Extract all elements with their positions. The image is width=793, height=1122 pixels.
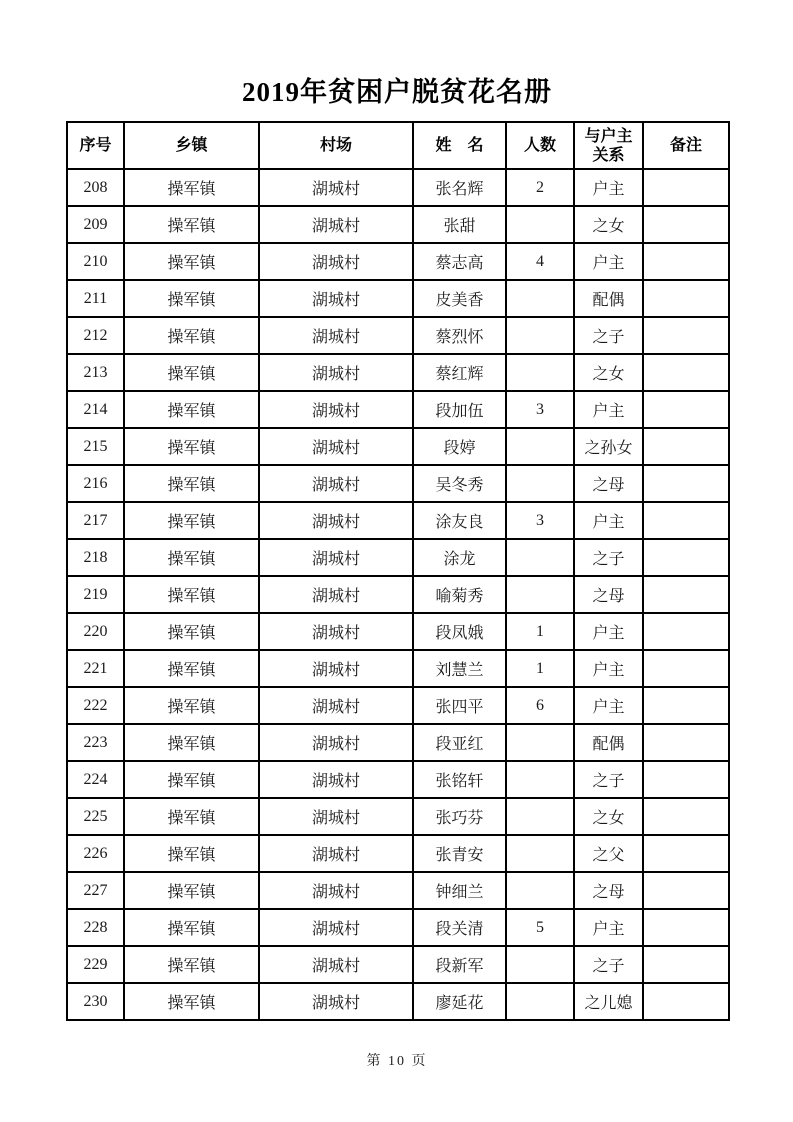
- cell-town: 操军镇: [124, 354, 259, 391]
- table-row: [67, 243, 729, 280]
- cell-town: 操军镇: [124, 391, 259, 428]
- cell-town: 操军镇: [124, 761, 259, 798]
- table-header-row: [67, 122, 729, 169]
- cell-relation: 户主: [574, 650, 643, 687]
- column-header-relation: 与户主 关系: [574, 122, 643, 169]
- cell-index: 216: [67, 465, 124, 502]
- cell-count: [506, 539, 574, 576]
- cell-relation: 之子: [574, 946, 643, 983]
- cell-remark: [643, 206, 729, 243]
- cell-town: 操军镇: [124, 983, 259, 1020]
- cell-relation: 之女: [574, 798, 643, 835]
- cell-village: 湖城村: [259, 613, 413, 650]
- cell-index: 220: [67, 613, 124, 650]
- cell-index: 230: [67, 983, 124, 1020]
- column-header-town: 乡镇: [124, 122, 259, 169]
- cell-remark: [643, 317, 729, 354]
- table-row: [67, 206, 729, 243]
- cell-remark: [643, 650, 729, 687]
- table-row: [67, 650, 729, 687]
- cell-remark: [643, 391, 729, 428]
- cell-village: 湖城村: [259, 576, 413, 613]
- cell-town: 操军镇: [124, 428, 259, 465]
- cell-town: 操军镇: [124, 724, 259, 761]
- cell-index: 219: [67, 576, 124, 613]
- cell-count: 6: [506, 687, 574, 724]
- cell-relation: 户主: [574, 169, 643, 206]
- roster-table: [66, 121, 730, 1021]
- table-body: [67, 169, 729, 1020]
- cell-town: 操军镇: [124, 280, 259, 317]
- cell-count: [506, 428, 574, 465]
- cell-town: 操军镇: [124, 576, 259, 613]
- cell-remark: [643, 761, 729, 798]
- cell-count: [506, 465, 574, 502]
- cell-relation: 户主: [574, 391, 643, 428]
- cell-name: 段婷: [413, 428, 506, 465]
- cell-index: 208: [67, 169, 124, 206]
- cell-index: 215: [67, 428, 124, 465]
- cell-index: 213: [67, 354, 124, 391]
- cell-count: 2: [506, 169, 574, 206]
- cell-village: 湖城村: [259, 502, 413, 539]
- cell-index: 218: [67, 539, 124, 576]
- cell-index: 210: [67, 243, 124, 280]
- cell-town: 操军镇: [124, 909, 259, 946]
- cell-remark: [643, 169, 729, 206]
- cell-index: 224: [67, 761, 124, 798]
- cell-name: 刘慧兰: [413, 650, 506, 687]
- cell-index: 229: [67, 946, 124, 983]
- cell-village: 湖城村: [259, 243, 413, 280]
- cell-count: 1: [506, 650, 574, 687]
- page-number: 第 10 页: [366, 1054, 428, 1069]
- table-row: [67, 909, 729, 946]
- cell-relation: 配偶: [574, 280, 643, 317]
- cell-village: 湖城村: [259, 354, 413, 391]
- cell-count: [506, 983, 574, 1020]
- cell-village: 湖城村: [259, 391, 413, 428]
- cell-count: 4: [506, 243, 574, 280]
- table-row: [67, 391, 729, 428]
- cell-remark: [643, 798, 729, 835]
- table-row: [67, 835, 729, 872]
- cell-index: 221: [67, 650, 124, 687]
- cell-town: 操军镇: [124, 539, 259, 576]
- cell-name: 蔡红辉: [413, 354, 506, 391]
- cell-town: 操军镇: [124, 502, 259, 539]
- cell-count: [506, 724, 574, 761]
- cell-name: 张名辉: [413, 169, 506, 206]
- cell-remark: [643, 502, 729, 539]
- cell-relation: 之女: [574, 354, 643, 391]
- cell-relation: 之孙女: [574, 428, 643, 465]
- table-row: [67, 613, 729, 650]
- cell-remark: [643, 724, 729, 761]
- cell-village: 湖城村: [259, 428, 413, 465]
- cell-relation: 之母: [574, 576, 643, 613]
- column-header-village: 村场: [259, 122, 413, 169]
- cell-remark: [643, 576, 729, 613]
- cell-village: 湖城村: [259, 835, 413, 872]
- cell-remark: [643, 280, 729, 317]
- cell-count: [506, 317, 574, 354]
- cell-count: [506, 872, 574, 909]
- cell-count: 1: [506, 613, 574, 650]
- cell-index: 214: [67, 391, 124, 428]
- cell-remark: [643, 687, 729, 724]
- cell-name: 段新军: [413, 946, 506, 983]
- column-header-remark: 备注: [643, 122, 729, 169]
- cell-count: [506, 280, 574, 317]
- cell-village: 湖城村: [259, 169, 413, 206]
- cell-name: 吴冬秀: [413, 465, 506, 502]
- cell-relation: 之儿媳: [574, 983, 643, 1020]
- cell-remark: [643, 983, 729, 1020]
- table-row: [67, 169, 729, 206]
- cell-index: 223: [67, 724, 124, 761]
- cell-count: [506, 798, 574, 835]
- cell-remark: [643, 872, 729, 909]
- table-row: [67, 280, 729, 317]
- cell-remark: [643, 465, 729, 502]
- cell-village: 湖城村: [259, 798, 413, 835]
- cell-name: 喻菊秀: [413, 576, 506, 613]
- cell-name: 廖延花: [413, 983, 506, 1020]
- cell-index: 222: [67, 687, 124, 724]
- cell-name: 张巧芬: [413, 798, 506, 835]
- cell-relation: 之子: [574, 761, 643, 798]
- cell-count: 5: [506, 909, 574, 946]
- column-header-index: 序号: [67, 122, 124, 169]
- cell-name: 蔡烈怀: [413, 317, 506, 354]
- cell-town: 操军镇: [124, 613, 259, 650]
- cell-village: 湖城村: [259, 872, 413, 909]
- cell-relation: 之母: [574, 465, 643, 502]
- cell-remark: [643, 613, 729, 650]
- cell-village: 湖城村: [259, 983, 413, 1020]
- cell-count: 3: [506, 502, 574, 539]
- cell-name: 段关清: [413, 909, 506, 946]
- cell-name: 段加伍: [413, 391, 506, 428]
- cell-town: 操军镇: [124, 650, 259, 687]
- cell-relation: 户主: [574, 687, 643, 724]
- cell-town: 操军镇: [124, 317, 259, 354]
- cell-relation: 之母: [574, 872, 643, 909]
- cell-index: 225: [67, 798, 124, 835]
- table-row: [67, 354, 729, 391]
- cell-index: 226: [67, 835, 124, 872]
- cell-village: 湖城村: [259, 650, 413, 687]
- cell-relation: 配偶: [574, 724, 643, 761]
- cell-count: [506, 576, 574, 613]
- cell-remark: [643, 909, 729, 946]
- cell-town: 操军镇: [124, 687, 259, 724]
- cell-remark: [643, 428, 729, 465]
- cell-relation: 户主: [574, 243, 643, 280]
- cell-name: 皮美香: [413, 280, 506, 317]
- cell-index: 211: [67, 280, 124, 317]
- cell-count: [506, 946, 574, 983]
- cell-village: 湖城村: [259, 317, 413, 354]
- cell-relation: 之女: [574, 206, 643, 243]
- cell-count: [506, 835, 574, 872]
- table-row: [67, 724, 729, 761]
- cell-village: 湖城村: [259, 946, 413, 983]
- table-row: [67, 428, 729, 465]
- table-row: [67, 872, 729, 909]
- cell-index: 228: [67, 909, 124, 946]
- cell-name: 张青安: [413, 835, 506, 872]
- cell-name: 张四平: [413, 687, 506, 724]
- cell-index: 217: [67, 502, 124, 539]
- cell-village: 湖城村: [259, 761, 413, 798]
- cell-village: 湖城村: [259, 280, 413, 317]
- table-row: [67, 798, 729, 835]
- cell-remark: [643, 835, 729, 872]
- cell-village: 湖城村: [259, 687, 413, 724]
- cell-name: 钟细兰: [413, 872, 506, 909]
- cell-name: 涂友良: [413, 502, 506, 539]
- cell-name: 段凤娥: [413, 613, 506, 650]
- cell-town: 操军镇: [124, 835, 259, 872]
- cell-count: [506, 206, 574, 243]
- cell-town: 操军镇: [124, 798, 259, 835]
- table-row: [67, 317, 729, 354]
- column-header-count: 人数: [506, 122, 574, 169]
- table-row: [67, 576, 729, 613]
- cell-village: 湖城村: [259, 206, 413, 243]
- cell-town: 操军镇: [124, 465, 259, 502]
- cell-count: 3: [506, 391, 574, 428]
- table-row: [67, 687, 729, 724]
- cell-count: [506, 354, 574, 391]
- cell-name: 张甜: [413, 206, 506, 243]
- cell-village: 湖城村: [259, 909, 413, 946]
- cell-name: 涂龙: [413, 539, 506, 576]
- cell-relation: 之子: [574, 539, 643, 576]
- cell-index: 209: [67, 206, 124, 243]
- cell-remark: [643, 243, 729, 280]
- column-header-name: 姓 名: [413, 122, 506, 169]
- cell-relation: 户主: [574, 502, 643, 539]
- cell-remark: [643, 354, 729, 391]
- cell-remark: [643, 946, 729, 983]
- cell-town: 操军镇: [124, 946, 259, 983]
- table-row: [67, 983, 729, 1020]
- cell-town: 操军镇: [124, 872, 259, 909]
- table-row: [67, 465, 729, 502]
- cell-town: 操军镇: [124, 206, 259, 243]
- cell-town: 操军镇: [124, 243, 259, 280]
- table-row: [67, 761, 729, 798]
- cell-name: 蔡志高: [413, 243, 506, 280]
- cell-name: 段亚红: [413, 724, 506, 761]
- cell-village: 湖城村: [259, 539, 413, 576]
- cell-remark: [643, 539, 729, 576]
- cell-village: 湖城村: [259, 724, 413, 761]
- cell-count: [506, 761, 574, 798]
- cell-town: 操军镇: [124, 169, 259, 206]
- table-row: [67, 946, 729, 983]
- table-row: [67, 502, 729, 539]
- cell-village: 湖城村: [259, 465, 413, 502]
- page-title: 2019年贫困户脱贫花名册: [242, 77, 552, 107]
- cell-relation: 户主: [574, 613, 643, 650]
- cell-relation: 之子: [574, 317, 643, 354]
- cell-index: 212: [67, 317, 124, 354]
- cell-name: 张铭轩: [413, 761, 506, 798]
- cell-index: 227: [67, 872, 124, 909]
- cell-relation: 户主: [574, 909, 643, 946]
- table-row: [67, 539, 729, 576]
- cell-relation: 之父: [574, 835, 643, 872]
